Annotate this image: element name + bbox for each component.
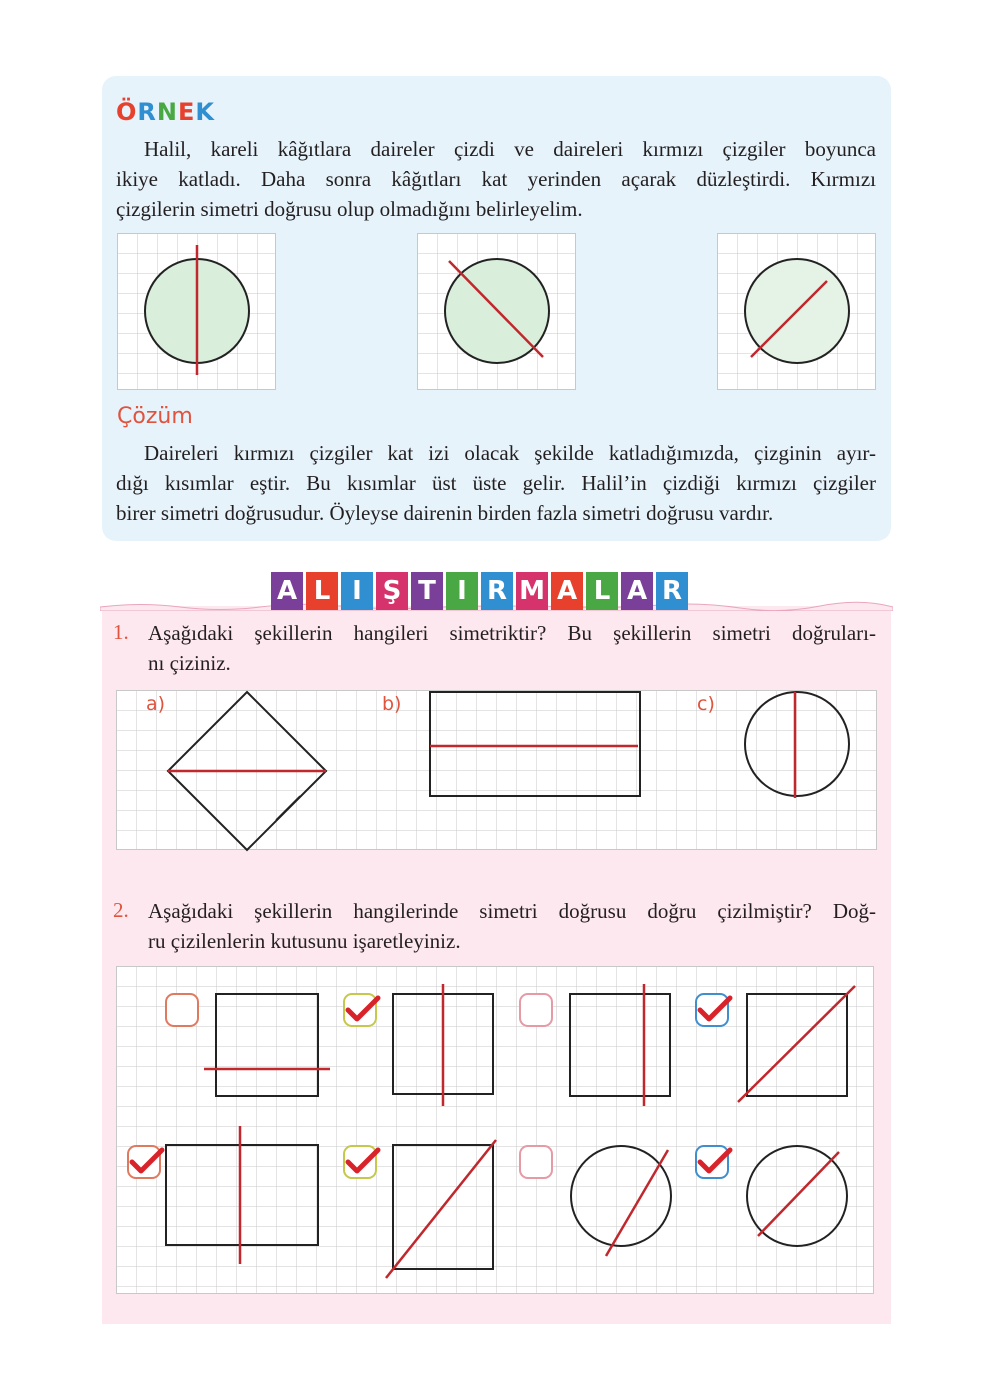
- exercises-title-letter: L: [306, 572, 338, 610]
- example-title: [116, 98, 215, 126]
- checkbox[interactable]: [166, 994, 198, 1026]
- figure-label-b: b): [382, 693, 402, 715]
- solution-paragraph: [116, 438, 876, 528]
- question-1-line: Aşağıdaki şekillerin hangileri simetriktir? Bu şekillerin simetri doğruları-: [148, 621, 876, 645]
- question-1-text: [148, 618, 876, 678]
- checkbox[interactable]: [520, 1146, 552, 1178]
- checkbox[interactable]: [344, 1146, 378, 1178]
- example-figure-diagonal: [417, 233, 577, 391]
- exercises-title-letter: I: [446, 572, 478, 610]
- question-1-number: 1.: [113, 620, 129, 644]
- example-title-letter: R: [137, 98, 157, 126]
- checkbox[interactable]: [696, 1146, 730, 1178]
- exercises-title-letter: A: [551, 572, 583, 610]
- exercises-title-letter: M: [516, 572, 548, 610]
- checkbox[interactable]: [344, 994, 378, 1026]
- exercises-title: [271, 572, 688, 612]
- question-1-grid: [116, 690, 878, 852]
- question-1-line: nı çiziniz.: [148, 651, 231, 675]
- example-line: Halil, kareli kâğıtlara daireler çizdi ve daireleri kırmızı çizgiler boyunca: [144, 137, 876, 161]
- solution-line: birer simetri doğrusudur. Öyleyse dairenin birden fazla simetri doğrusu vardır.: [116, 501, 774, 525]
- example-paragraph: [116, 134, 876, 224]
- example-figure-vertical: [117, 233, 277, 391]
- question-2-line: ru çizilenlerin kutusunu işaretleyiniz.: [148, 929, 461, 953]
- checkbox[interactable]: [128, 1146, 162, 1178]
- question-2-grid: [116, 966, 876, 1296]
- example-figure-antidiagonal: [717, 233, 877, 391]
- checkbox[interactable]: [520, 994, 552, 1026]
- example-line: çizgilerin simetri doğrusu olup olmadığını belirleyelim.: [116, 197, 583, 221]
- solution-line: dığı kısımlar eştir. Bu kısımlar üst üste gelir. Halil’in çizdiği kırmızı çizgiler: [116, 471, 876, 495]
- exercises-title-letter: Ş: [376, 572, 408, 610]
- question-2-text: [148, 896, 876, 956]
- example-line: ikiye katladı. Daha sonra kâğıtları kat yerinden açarak düzleştirdi. Kırmızı: [116, 167, 876, 191]
- exercises-title-letter: T: [411, 572, 443, 610]
- question-2-number: 2.: [113, 898, 129, 922]
- exercises-title-letter: L: [586, 572, 618, 610]
- exercises-title-letter: R: [481, 572, 513, 610]
- example-title-letter: E: [177, 98, 196, 126]
- solution-title: Çözüm: [117, 404, 193, 429]
- solution-line: Daireleri kırmızı çizgiler kat izi olacak şekilde katladığımızda, çizginin ayır-: [144, 441, 876, 465]
- exercises-title-letter: A: [621, 572, 653, 610]
- figure-label-a: a): [146, 693, 166, 715]
- example-title-letter: K: [195, 98, 215, 126]
- checkbox[interactable]: [696, 994, 730, 1026]
- question-2-line: Aşağıdaki şekillerin hangilerinde simetri doğrusu doğru çizilmiştir? Doğ-: [148, 899, 876, 923]
- figure-label-c: c): [697, 693, 715, 715]
- exercises-title-letter: I: [341, 572, 373, 610]
- example-title-letter: Ö: [116, 98, 138, 126]
- exercises-title-letter: A: [271, 572, 303, 610]
- example-title-letter: N: [156, 98, 178, 126]
- exercises-title-letter: R: [656, 572, 688, 610]
